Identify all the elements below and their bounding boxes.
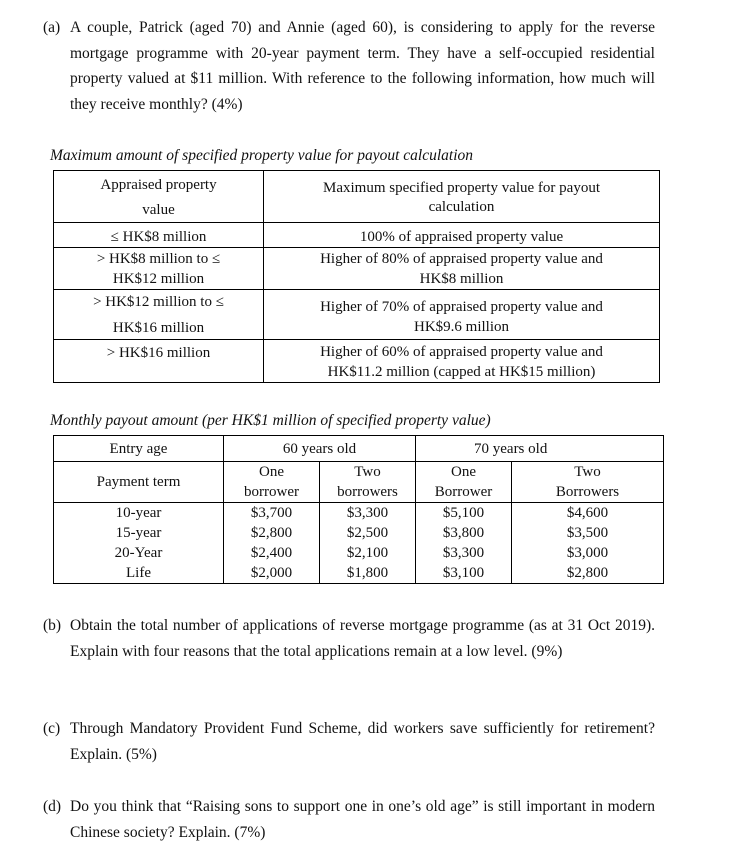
- table1-row: > HK$16 million Higher of 60% of appraised property value and HK$11.2 million (capped at HK$15 million): [54, 340, 660, 383]
- table1-caption: Maximum amount of specified property value for payout calculation: [50, 147, 474, 164]
- table1-header-maximum: Maximum specified property value for payout calculation: [264, 171, 660, 223]
- sub-header: Two borrowers: [320, 462, 416, 503]
- sub-header: One Borrower: [416, 462, 512, 503]
- table2-subheader-row: [54, 462, 664, 503]
- value-column-60-one: $3,700 $2,800 $2,400 $2,000: [224, 503, 320, 584]
- question-c-label: (c): [43, 720, 61, 737]
- age-70-header: 70 years old: [416, 436, 664, 462]
- table2-age-row: [54, 436, 664, 462]
- question-c-text: Through Mandatory Provident Fund Scheme, did workers save sufficiently for retirement? Explain. (5%): [70, 720, 655, 763]
- payout-value-table: [53, 170, 660, 383]
- question-a: [43, 15, 655, 117]
- sub-header: Two Borrowers: [512, 462, 664, 503]
- question-b-label: (b): [43, 617, 62, 634]
- term-column: 10-year 15-year 20-Year Life: [54, 503, 224, 584]
- value-column-60-two: $3,300 $2,500 $2,100 $1,800: [320, 503, 416, 584]
- table1-row: > HK$12 million to ≤ HK$16 million Higher of 70% of appraised property value and HK$9.6 million: [54, 290, 660, 340]
- entry-age-header: Entry age: [54, 436, 224, 462]
- age-60-header: 60 years old: [224, 436, 416, 462]
- question-d-text: Do you think that “Raising sons to support one in one’s old age” is still important in modern Chinese society? Explain. (7%): [70, 798, 655, 841]
- sub-header: One borrower: [224, 462, 320, 503]
- table1-row: > HK$8 million to ≤ HK$12 million Higher of 80% of appraised property value and HK$8 million: [54, 248, 660, 290]
- table2-values-row: [54, 503, 664, 584]
- table1-header-appraised: Appraised property value: [54, 171, 264, 223]
- question-d-label: (d): [43, 798, 62, 815]
- question-b: [43, 613, 655, 664]
- question-b-text: Obtain the total number of applications of reverse mortgage programme (as at 31 Oct 2019). Explain with four reasons that the total applications remain at a low level. (9%): [70, 617, 655, 660]
- question-a-label: (a): [43, 19, 61, 36]
- table1-header-row: [54, 171, 660, 223]
- monthly-payout-table: [53, 435, 664, 584]
- table1-row: ≤ HK$8 million 100% of appraised property value: [54, 223, 660, 248]
- value-column-70-one: $5,100 $3,800 $3,300 $3,100: [416, 503, 512, 584]
- question-c: [43, 716, 655, 767]
- question-d: [43, 794, 655, 845]
- value-column-70-two: $4,600 $3,500 $3,000 $2,800: [512, 503, 664, 584]
- question-a-text: A couple, Patrick (aged 70) and Annie (aged 60), is considering to apply for the reverse mortgage programme with 20-year payment term. They have a self-occupied residential property valued at $11 million. With reference to the following information, how much will they receive monthly? (4%): [70, 19, 655, 113]
- payment-term-header: Payment term: [54, 462, 224, 503]
- table2-caption: Monthly payout amount (per HK$1 million of specified property value): [50, 412, 491, 429]
